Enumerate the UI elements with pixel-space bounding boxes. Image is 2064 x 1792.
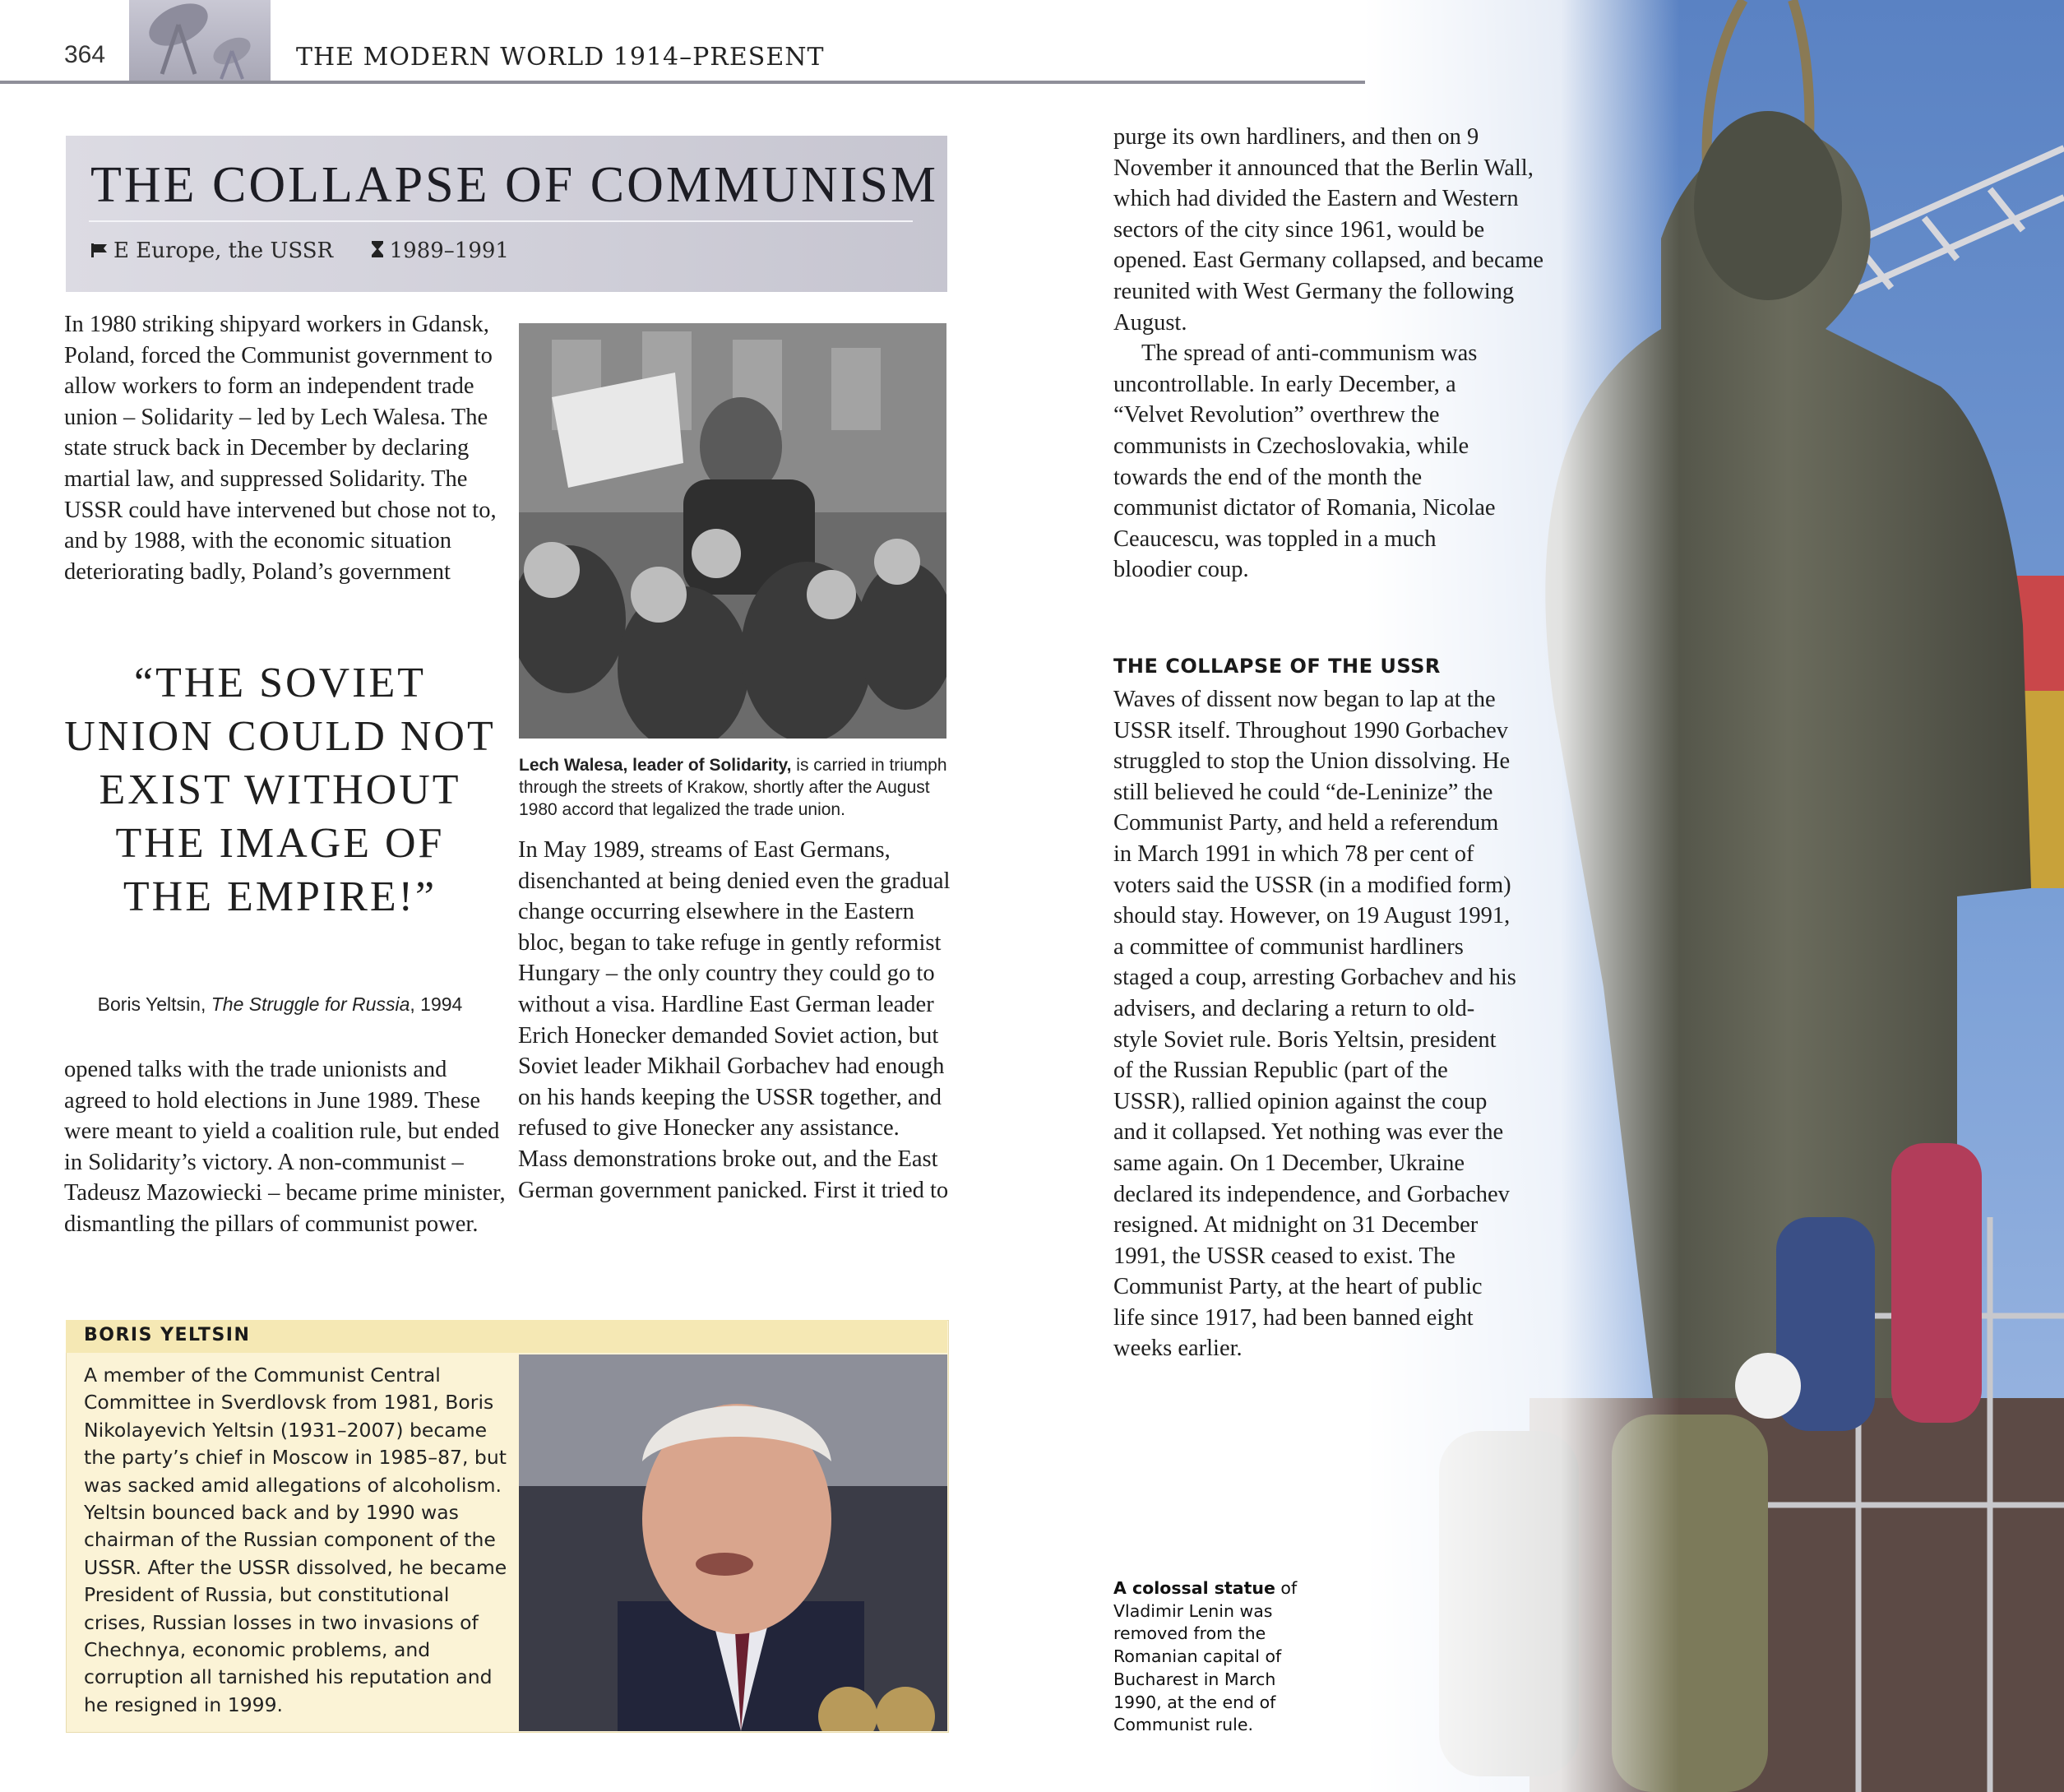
running-head: THE MODERN WORLD 1914–PRESENT bbox=[296, 43, 825, 72]
location-text: E Europe, the USSR bbox=[113, 238, 334, 263]
header-divider bbox=[0, 81, 1542, 84]
page-title: THE COLLAPSE OF COMMUNISM bbox=[90, 157, 938, 213]
body-text-right bbox=[1113, 122, 1557, 586]
section-heading-ussr: THE COLLAPSE OF THE USSR bbox=[1113, 655, 1441, 678]
walesa-caption-body: is carried in triumph through the streets of Krakow, shortly after the August 1980 accord that legalized the trade union. bbox=[519, 756, 947, 819]
paragraph-berlin-wall: purge its own hardliners, and then on 9 November it announced that the Berlin Wall, which had divided the Eastern and Western sectors of the city since 1961, would be opened. East Germany collapsed, and became reunited with West Germany the following August. bbox=[1113, 124, 1544, 336]
yeltsin-heading: BORIS YELTSIN bbox=[84, 1325, 251, 1345]
paragraph-east-germans: In May 1989, streams of East Germans, disenchanted at being denied even the gradual change occurring elsewhere in the Eastern bloc, began to take refuge in gently reformist Hungary – the only country they could go to without a visa. Hardline East German leader Erich Honecker demanded Soviet action, but Soviet leader Mikhail Gorbachev had enough on his hands keeping the USSR together, and refused to give Honecker any assistance. Mass demonstrations broke out, and the East German government panicked. First it tried to bbox=[518, 837, 951, 1203]
flag-icon bbox=[90, 239, 109, 264]
quote-book-title: The Struggle for Russia bbox=[211, 993, 410, 1015]
quote-year: , 1994 bbox=[410, 993, 463, 1015]
body-text-right-lower bbox=[1113, 684, 1516, 1364]
yeltsin-photo bbox=[519, 1354, 947, 1731]
walesa-photo bbox=[519, 323, 946, 739]
statue-photo-caption bbox=[1113, 1577, 1303, 1737]
title-divider bbox=[89, 220, 913, 222]
yeltsin-biography: A member of the Communist Central Committee in Sverdlovsk from 1981, Boris Nikolayevich Yeltsin (1931–2007) became the party’s chief in Moscow in 1985–87, but was sacked amid allegations of alcoholism. Yeltsin bounced back and by 1990 was chairman of the Russian component of the USSR. After the USSR dissolved, he became President of Russia, but constitutional crises, Russian losses in two invasions of Chechnya, economic problems, and corruption all tarnished his reputation and he resigned in 1999. bbox=[84, 1364, 507, 1716]
page-number: 364 bbox=[64, 41, 106, 68]
paragraph-anti-communism: The spread of anti-communism was uncontrollable. In early December, a “Velvet Revolution” overthrew the communists in Czechoslovakia, while towards the end of the month the communist dictator of Romania, Nicolae Ceaucescu, was toppled in a much bloodier coup. bbox=[1113, 340, 1496, 583]
body-text-left-bottom bbox=[64, 1054, 508, 1240]
satellite-dish-icon bbox=[129, 0, 271, 81]
quote-author: Boris Yeltsin, bbox=[97, 993, 211, 1015]
walesa-photo-caption bbox=[519, 754, 955, 821]
meta-line bbox=[90, 238, 509, 264]
pull-quote: “THE SOVIET UNION COULD NOT EXIST WITHOUT THE IMAGE OF THE EMPIRE!” bbox=[64, 660, 496, 920]
paragraph-ussr-collapse: Waves of dissent now began to lap at the USSR itself. Throughout 1990 Gorbachev struggled to stop the Union dissolving. He still believed he could “de-Leninize” the Communist Party, and held a referendum in March 1991 in which 78 per cent of voters said the USSR (in a modified form) should stay. However, on 19 August 1991, a committee of communist hardliners staged a coup, arresting Gorbachev and his advisers, and declaring a return to old-style Soviet rule. Boris Yeltsin, president of the Russian Republic (part of the USSR), rallied opinion against the coup and it collapsed. Yet nothing was ever the same again. On 1 December, Ukraine declared its independence, and Gorbachev resigned. At midnight on 31 December 1991, the USSR ceased to exist. The Communist Party, at the heart of public life since 1917, had been banned eight weeks earlier. bbox=[1113, 687, 1516, 1362]
title-box bbox=[66, 136, 947, 292]
paragraph-elections: opened talks with the trade unionists and agreed to hold elections in June 1989. These were meant to yield a coalition rule, but ended in Solidarity’s victory. A non-communist – Tadeusz Mazowiecki – became prime minister, dismantling the pillars of communist power. bbox=[64, 1057, 506, 1237]
paragraph-solidarity: In 1980 striking shipyard workers in Gdansk, Poland, forced the Communist government to allow workers to form an independent trade union – Solidarity – led by Lech Walesa. The state struck back in December by declaring martial law, and suppressed Solidarity. The USSR could have intervened but chose not to, and by 1988, with the economic situation deteriorating badly, Poland’s government bbox=[64, 312, 497, 585]
body-text-left-top bbox=[64, 309, 508, 587]
dates-text: 1989–1991 bbox=[389, 238, 509, 263]
statue-caption-body: of Vladimir Lenin was removed from the Romanian capital of Bucharest in March 1990, at the end of Communist rule. bbox=[1113, 1578, 1298, 1735]
quote-source bbox=[64, 993, 496, 1016]
statue-caption-lead: A colossal statue bbox=[1113, 1578, 1275, 1598]
walesa-caption-lead: Lech Walesa, leader of Solidarity, bbox=[519, 756, 792, 775]
body-text-middle bbox=[518, 835, 954, 1206]
hourglass-icon bbox=[370, 239, 385, 264]
header-thumbnail-image bbox=[129, 0, 271, 81]
